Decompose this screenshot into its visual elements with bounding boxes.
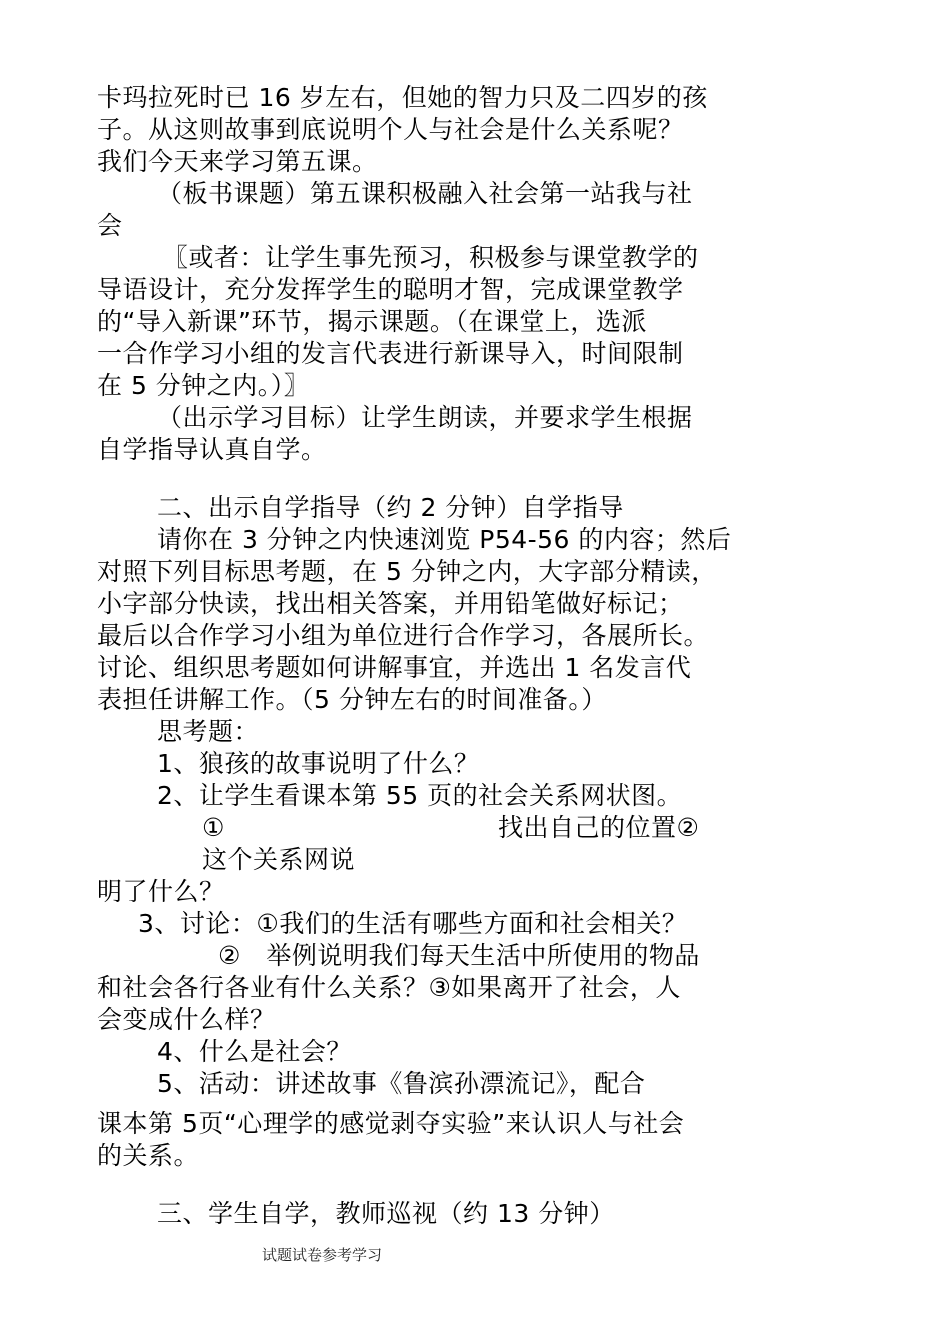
text-line-22: 2、让学生看课本第 55 页的社会关系网状图。 [157,781,683,810]
text-line-17: 最后以合作学习小组为单位进行合作学习，各展所长。 [97,621,710,650]
text-line-11: （出示学习目标）让学生朗读，并要求学生根据 [157,403,693,432]
text-line-16: 小字部分快读，找出相关答案，并用铅笔做好标记； [97,589,684,618]
text-line-15: 对照下列目标思考题，在 5 分钟之内，大字部分精读， [97,557,717,586]
page-footer: 试题试卷参考学习 [262,1246,383,1264]
text-line-1: 卡玛拉死时已 16 岁左右，但她的智力只及二四岁的孩 [97,83,708,112]
text-line-20: 思考题： [157,717,260,746]
text-line-12: 自学指导认真自学。 [97,435,327,464]
text-line-32: 课本第 5页“心理学的感觉剥夺实验”来认识人与社会 [97,1109,685,1138]
section-heading-3: 三、学生自学，教师巡视（约 13 分钟） [157,1199,615,1228]
text-line-19: 表担任讲解工作。（5 分钟左右的时间准备。） [97,685,607,714]
text-line-33: 的关系。 [97,1141,200,1170]
section-heading-2: 二、出示自学指导（约 2 分钟）自学指导 [157,493,624,522]
text-line-3: 我们今天来学习第五课。 [97,147,378,176]
text-line-21: 1、狼孩的故事说明了什么？ [157,749,480,778]
text-line-6: 〖或者：让学生事先预习，积极参与课堂教学的 [163,243,699,272]
text-line-2: 子。从这则故事到底说明个人与社会是什么关系呢？ [97,115,684,144]
text-line-8: 的“导入新课”环节，揭示课题。（在课堂上，选派 [97,307,647,336]
text-line-10: 在 5 分钟之内。）〗 [97,371,310,400]
text-line-14: 请你在 3 分钟之内快速浏览 P54-56 的内容；然后 [157,525,732,554]
text-line-4: （板书课题）第五课积极融入社会第一站我与社 [157,179,693,208]
text-line-24: 这个关系网说 [202,845,356,874]
text-line-23a: ① [202,813,225,842]
text-line-9: 一合作学习小组的发言代表进行新课导入，时间限制 [97,339,684,368]
text-line-31: 5、活动：讲述故事《鲁滨孙漂流记》，配合 [157,1069,646,1098]
text-line-23b: 找出自己的位置② [498,813,700,842]
text-line-30: 4、什么是社会？ [157,1037,352,1066]
text-line-25: 明了什么？ [97,877,225,906]
text-line-5: 会 [97,211,123,240]
text-line-29: 会变成什么样？ [97,1005,276,1034]
text-line-28: 和社会各行各业有什么关系？③如果离开了社会，人 [97,973,681,1002]
text-line-27: ② 举例说明我们每天生活中所使用的物品 [218,941,700,970]
text-line-26: 3、讨论：①我们的生活有哪些方面和社会相关？ [138,909,688,938]
text-line-18: 讨论、组织思考题如何讲解事宜，并选出 1 名发言代 [97,653,692,682]
text-line-7: 导语设计，充分发挥学生的聪明才智，完成课堂教学 [97,275,684,304]
